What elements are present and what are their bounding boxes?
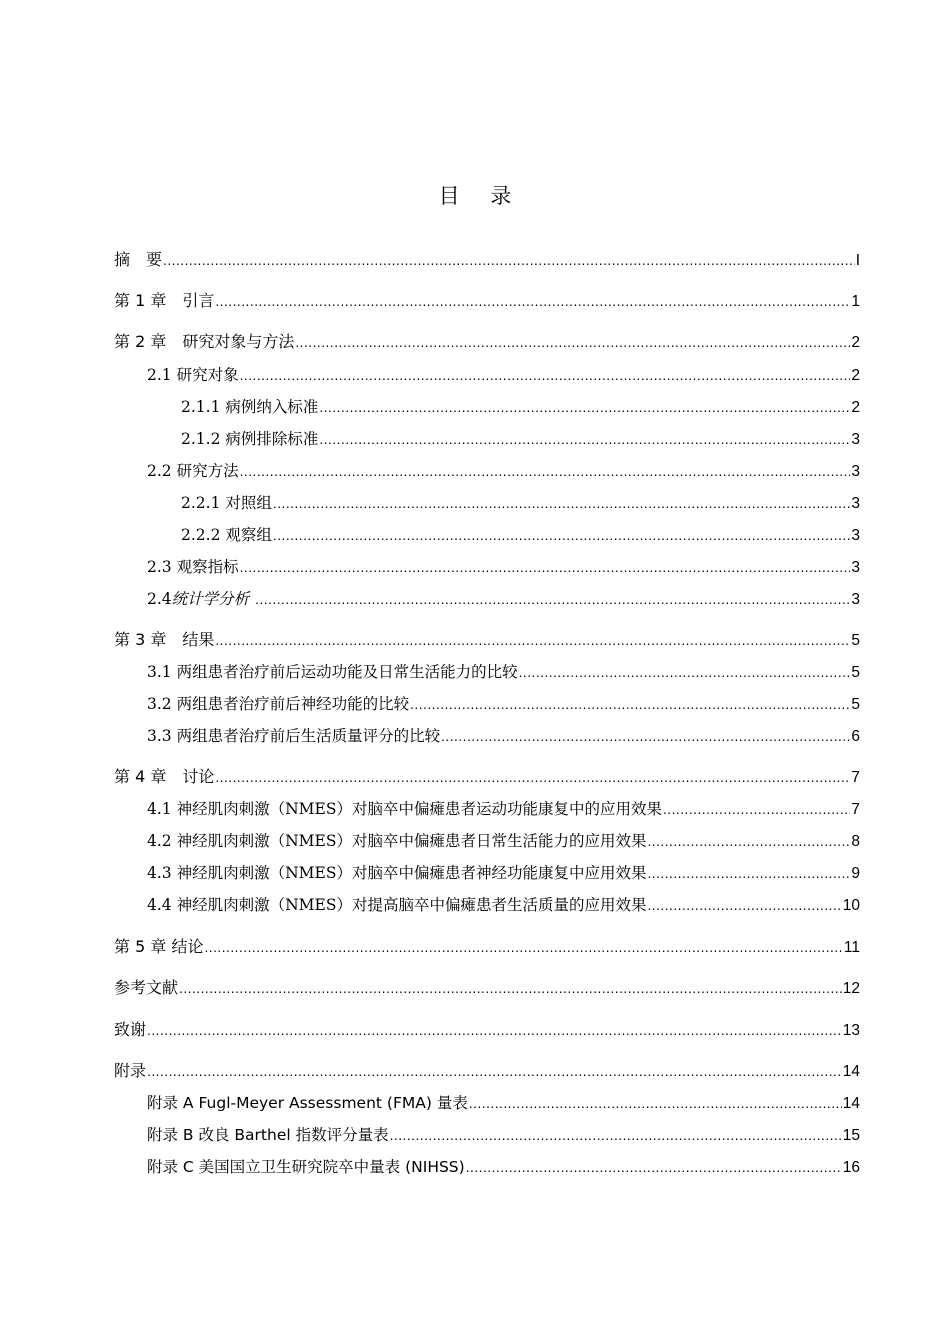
toc-entry-label: 4.2 神经肌肉刺激（NMES）对脑卒中偏瘫患者日常生活能力的应用效果 bbox=[147, 832, 647, 850]
dot-leader bbox=[390, 1123, 842, 1148]
toc-entry-acknowledgements[interactable] bbox=[114, 1018, 860, 1042]
toc-entry-2-4[interactable] bbox=[147, 587, 860, 611]
toc-entry-label: 4.1 神经肌肉刺激（NMES）对脑卒中偏瘫患者运动功能康复中的应用效果 bbox=[147, 800, 662, 818]
toc-entry-appendix[interactable] bbox=[114, 1059, 860, 1083]
toc-page-number: 10 bbox=[842, 897, 860, 914]
toc-entry-label: 3.2 两组患者治疗前后神经功能的比较 bbox=[147, 695, 410, 713]
toc-entry-title: 统计学分析 bbox=[171, 590, 250, 608]
toc-entry-chapter-3[interactable] bbox=[114, 628, 860, 652]
toc-entry-2-2-1[interactable] bbox=[181, 491, 860, 515]
toc-page-number: 7 bbox=[851, 801, 860, 818]
toc-page-number: 8 bbox=[851, 833, 860, 850]
dot-leader bbox=[519, 660, 851, 685]
toc-page-number: 2 bbox=[851, 399, 860, 416]
dot-leader bbox=[215, 765, 850, 790]
toc-entry-abstract[interactable] bbox=[114, 248, 860, 272]
dot-leader bbox=[215, 628, 850, 653]
toc-page-number: 16 bbox=[842, 1159, 860, 1176]
toc-entry-chapter-1[interactable] bbox=[114, 289, 860, 313]
toc-entry-label: 致谢 bbox=[114, 1020, 147, 1039]
toc-page-number: 3 bbox=[851, 591, 860, 608]
toc-entry-3-2[interactable] bbox=[147, 692, 860, 716]
toc-entry-2-1-1[interactable] bbox=[181, 395, 860, 419]
toc-entry-2-2-2[interactable] bbox=[181, 523, 860, 547]
toc-entry-2-1-2[interactable] bbox=[181, 427, 860, 451]
dot-leader bbox=[240, 459, 851, 484]
dot-leader bbox=[295, 330, 850, 355]
toc-entry-label: 4.3 神经肌肉刺激（NMES）对脑卒中偏瘫患者神经功能康复中应用效果 bbox=[147, 864, 647, 882]
dot-leader bbox=[647, 893, 841, 918]
toc-entry-label: 2.3 观察指标 bbox=[147, 558, 239, 576]
toc-page-number: 14 bbox=[842, 1095, 860, 1112]
toc-entry-4-3[interactable] bbox=[147, 861, 860, 885]
toc-entry-4-4[interactable] bbox=[147, 893, 860, 917]
toc-page-number: 3 bbox=[851, 431, 860, 448]
toc-entry-label: 2.2.1 对照组 bbox=[181, 494, 272, 512]
toc-page-number: 6 bbox=[851, 728, 860, 745]
dot-leader bbox=[410, 692, 850, 717]
dot-leader bbox=[255, 587, 850, 612]
toc-page-number: 7 bbox=[851, 769, 860, 786]
toc-entry-chapter-5[interactable] bbox=[114, 935, 860, 959]
toc-entry-label: 第 5 章 结论 bbox=[114, 937, 204, 956]
dot-leader bbox=[204, 935, 842, 960]
dot-leader bbox=[240, 363, 851, 388]
toc-entry-label: 第 2 章 研究对象与方法 bbox=[114, 332, 295, 351]
toc-entry-label: 3.1 两组患者治疗前后运动功能及日常生活能力的比较 bbox=[147, 663, 518, 681]
toc-entry-label: 附录 A Fugl-Meyer Assessment (FMA) 量表 bbox=[147, 1094, 468, 1112]
toc-entry-references[interactable] bbox=[114, 976, 860, 1000]
dot-leader bbox=[319, 395, 850, 420]
toc-entry-label: 2.2 研究方法 bbox=[147, 462, 239, 480]
toc-entry-chapter-4[interactable] bbox=[114, 765, 860, 789]
toc-page-number: 3 bbox=[851, 463, 860, 480]
dot-leader bbox=[179, 976, 842, 1001]
page-title: 目 录 bbox=[438, 184, 524, 208]
dot-leader bbox=[469, 1091, 842, 1116]
toc-page-number: 13 bbox=[842, 1022, 860, 1039]
toc-page-number: 9 bbox=[851, 865, 860, 882]
toc-page-number: 2 bbox=[851, 367, 860, 384]
dot-leader bbox=[147, 1018, 842, 1043]
dot-leader bbox=[273, 491, 851, 516]
dot-leader bbox=[215, 289, 850, 314]
toc-entry-label: 参考文献 bbox=[114, 978, 179, 997]
toc-page-number: 3 bbox=[851, 527, 860, 544]
toc-entry-label: 2.2.2 观察组 bbox=[181, 526, 272, 544]
dot-leader bbox=[273, 523, 851, 548]
toc-entry-3-1[interactable] bbox=[147, 660, 860, 684]
dot-leader bbox=[663, 797, 850, 822]
toc-entry-label bbox=[147, 587, 249, 611]
toc-entry-label: 第 3 章 结果 bbox=[114, 630, 215, 649]
toc-page-number: 2 bbox=[851, 334, 860, 351]
toc-entry-label: 3.3 两组患者治疗前后生活质量评分的比较 bbox=[147, 727, 441, 745]
toc-entry-2-2[interactable] bbox=[147, 459, 860, 483]
dot-leader bbox=[147, 1059, 842, 1084]
dot-leader bbox=[163, 248, 855, 273]
toc-page-number: 12 bbox=[842, 980, 860, 997]
dot-leader bbox=[647, 829, 850, 854]
toc-entry-label: 摘 要 bbox=[114, 250, 163, 269]
toc-entry-label: 2.1.1 病例纳入标准 bbox=[181, 398, 319, 416]
toc-entry-3-3[interactable] bbox=[147, 724, 860, 748]
toc-page-number: 5 bbox=[851, 664, 860, 681]
dot-leader bbox=[466, 1155, 842, 1180]
toc-entry-number: 2.4 bbox=[147, 590, 172, 608]
toc-entry-2-1[interactable] bbox=[147, 363, 860, 387]
toc-page-number: 3 bbox=[851, 559, 860, 576]
toc-page-number: 15 bbox=[842, 1127, 860, 1144]
toc-entry-4-1[interactable] bbox=[147, 797, 860, 821]
toc-page-number: 5 bbox=[851, 696, 860, 713]
toc-page-number: 1 bbox=[851, 293, 860, 310]
toc-page-number: 5 bbox=[851, 632, 860, 649]
toc-page-number: 14 bbox=[842, 1063, 860, 1080]
toc-entry-chapter-2[interactable] bbox=[114, 330, 860, 354]
toc-page-number: 3 bbox=[851, 495, 860, 512]
toc-entry-label: 2.1 研究对象 bbox=[147, 366, 239, 384]
toc-entry-label: 4.4 神经肌肉刺激（NMES）对提高脑卒中偏瘫患者生活质量的应用效果 bbox=[147, 896, 647, 914]
toc-entry-2-3[interactable] bbox=[147, 555, 860, 579]
dot-leader bbox=[319, 427, 850, 452]
toc-entry-label: 第 4 章 讨论 bbox=[114, 767, 215, 786]
toc-entry-label: 附录 B 改良 Barthel 指数评分量表 bbox=[147, 1126, 389, 1144]
toc-entry-label: 附录 bbox=[114, 1061, 147, 1080]
toc-entry-label: 第 1 章 引言 bbox=[114, 291, 215, 310]
toc-entry-appendix-b[interactable] bbox=[147, 1123, 860, 1147]
toc-page-number: 11 bbox=[843, 939, 860, 956]
dot-leader bbox=[240, 555, 851, 580]
toc-entry-label: 2.1.2 病例排除标准 bbox=[181, 430, 319, 448]
dot-leader bbox=[647, 861, 850, 886]
dot-leader bbox=[441, 724, 850, 749]
toc-entry-label: 附录 C 美国国立卫生研究院卒中量表 (NIHSS) bbox=[147, 1158, 465, 1176]
toc-entry-appendix-c[interactable] bbox=[147, 1155, 860, 1179]
toc-page-number: I bbox=[855, 252, 860, 269]
toc-entry-4-2[interactable] bbox=[147, 829, 860, 853]
toc-entry-appendix-a[interactable] bbox=[147, 1091, 860, 1115]
